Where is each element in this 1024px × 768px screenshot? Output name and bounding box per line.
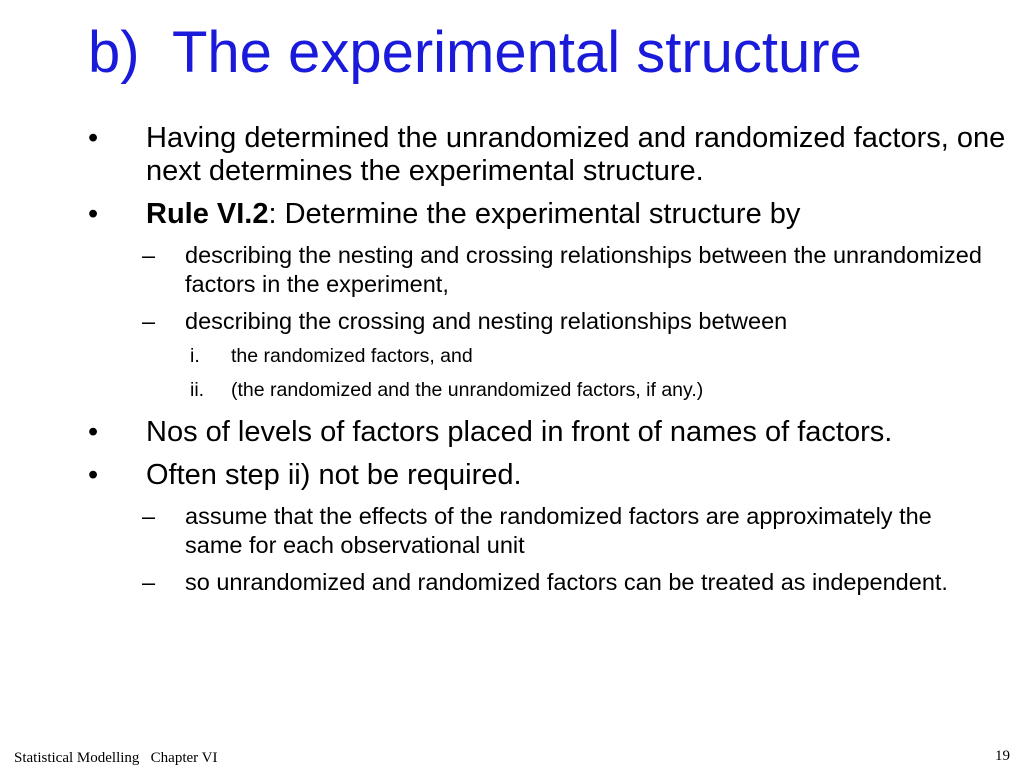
slide-title — [88, 18, 862, 88]
bullet-marker: • — [88, 122, 99, 154]
numbered-item — [0, 378, 1024, 402]
title-number: b) — [88, 20, 140, 85]
bullet-text — [146, 198, 1006, 231]
dash-marker: – — [142, 503, 156, 529]
footer-course-title: Statistical Modelling Chapter VI — [14, 750, 218, 766]
sub-bullet-item — [0, 241, 1024, 299]
page-number: 19 — [995, 748, 1010, 764]
numbered-text: the randomized factors, and — [231, 345, 473, 367]
title-text: The experimental structure — [172, 20, 862, 85]
numbered-item — [0, 344, 1024, 368]
bullet-item — [0, 122, 1024, 188]
bullet-text: Often step ii) not be required. — [146, 459, 522, 491]
dash-marker: – — [142, 308, 156, 334]
dash-marker: – — [142, 569, 156, 595]
bullet-item — [0, 416, 1024, 449]
sub-bullet-item — [0, 307, 1024, 336]
rule-description: : Determine the experimental structure by — [268, 198, 801, 230]
bullet-item — [0, 198, 1024, 231]
bullet-item — [0, 459, 1024, 492]
sub-bullet-text: so unrandomized and randomized factors can be treated as independent. — [185, 569, 948, 595]
sub-bullet-text: assume that the effects of the randomized factors are approximately the same for each observational unit — [185, 503, 932, 558]
sub-bullet-text: describing the nesting and crossing relationships between the unrandomized factors in the experiment, — [185, 242, 982, 297]
sub-bullet-item — [0, 568, 1024, 597]
roman-marker: i. — [190, 345, 200, 367]
bullet-marker: • — [88, 198, 99, 230]
bullet-marker: • — [88, 459, 99, 491]
bullet-list — [0, 122, 1024, 605]
rule-label: Rule VI.2 — [146, 198, 269, 230]
dash-marker: – — [142, 242, 156, 268]
numbered-text: (the randomized and the unrandomized factors, if any.) — [231, 379, 704, 401]
sub-bullet-text: describing the crossing and nesting relationships between — [185, 308, 788, 334]
sub-bullet-item — [0, 502, 1024, 560]
bullet-text: Nos of levels of factors placed in front of names of factors. — [146, 416, 893, 448]
bullet-text: Having determined the unrandomized and randomized factors, one next determines the experimental structure. — [146, 122, 1006, 187]
roman-marker: ii. — [190, 379, 205, 401]
bullet-marker: • — [88, 416, 99, 448]
